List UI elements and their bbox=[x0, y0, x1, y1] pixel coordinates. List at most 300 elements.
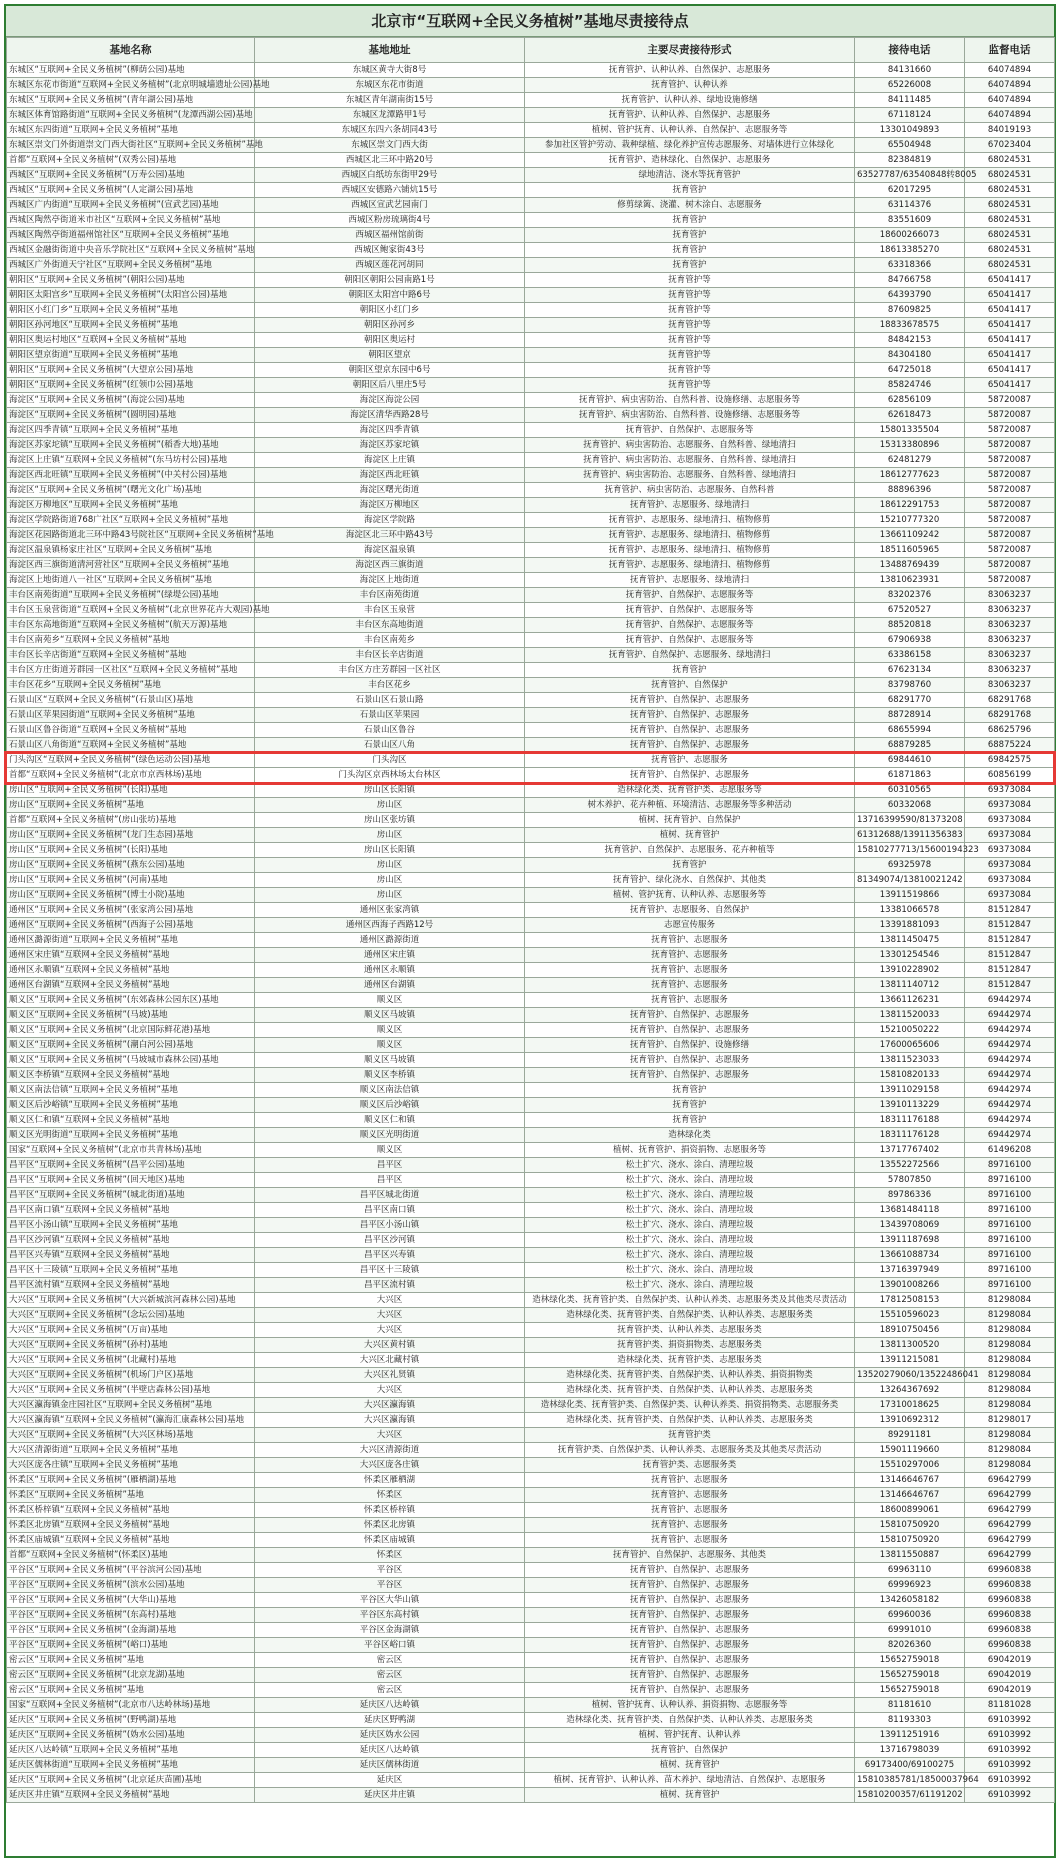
cell-name: 怀柔区“互联网+全民义务植树”(雁栖湖)基地 bbox=[7, 1473, 255, 1488]
cell-service: 抚育管护、认种认养、自然保护、志愿服务 bbox=[525, 63, 855, 78]
cell-service: 抚育管护、认种认养、绿地设施修缮 bbox=[525, 93, 855, 108]
cell-service: 修剪绿篱、浇灌、树木涂白、志愿服务 bbox=[525, 198, 855, 213]
cell-service: 造林绿化类、抚育管护类、自然保护类、认种认养类、志愿服务类 bbox=[525, 1413, 855, 1428]
cell-service: 抚育管护、志愿服务 bbox=[525, 1518, 855, 1533]
cell-supervise: 83063237 bbox=[965, 648, 1055, 663]
table-row bbox=[7, 318, 1055, 333]
cell-supervise: 69042019 bbox=[965, 1683, 1055, 1698]
cell-name: 房山区“互联网+全民义务植树”(龙门生态园)基地 bbox=[7, 828, 255, 843]
table-row bbox=[7, 603, 1055, 618]
cell-name: 顺义区“互联网+全民义务植树”(马坡城市森林公园)基地 bbox=[7, 1053, 255, 1068]
cell-supervise: 69103992 bbox=[965, 1758, 1055, 1773]
col-header-supervise: 监督电话 bbox=[965, 38, 1055, 63]
cell-name: 石景山区鲁谷街道“互联网+全民义务植树”基地 bbox=[7, 723, 255, 738]
cell-phone: 84111485 bbox=[855, 93, 965, 108]
cell-service: 松土扩穴、浇水、涂白、清理垃圾 bbox=[525, 1203, 855, 1218]
cell-name: 大兴区“互联网+全民义务植树”(半壁店森林公园)基地 bbox=[7, 1383, 255, 1398]
cell-supervise: 83063237 bbox=[965, 618, 1055, 633]
cell-service: 抚育管护 bbox=[525, 858, 855, 873]
table-row bbox=[7, 1128, 1055, 1143]
cell-supervise: 69842575 bbox=[965, 753, 1055, 768]
table-row bbox=[7, 948, 1055, 963]
cell-address: 怀柔区桥梓镇 bbox=[255, 1503, 525, 1518]
table-row bbox=[7, 933, 1055, 948]
cell-supervise: 68291768 bbox=[965, 708, 1055, 723]
cell-phone: 13717767402 bbox=[855, 1143, 965, 1158]
table-row bbox=[7, 1563, 1055, 1578]
cell-name: 延庆区“互联网+全民义务植树”(野鸭湖)基地 bbox=[7, 1713, 255, 1728]
cell-name: 通州区“互联网+全民义务植树”(西海子公园)基地 bbox=[7, 918, 255, 933]
cell-address: 房山区 bbox=[255, 858, 525, 873]
cell-supervise: 69442974 bbox=[965, 993, 1055, 1008]
cell-name: 昌平区南口镇“互联网+全民义务植树”基地 bbox=[7, 1203, 255, 1218]
cell-address: 延庆区儒林街道 bbox=[255, 1758, 525, 1773]
cell-supervise: 68291768 bbox=[965, 693, 1055, 708]
cell-address: 顺义区后沙峪镇 bbox=[255, 1098, 525, 1113]
cell-phone: 17600065606 bbox=[855, 1038, 965, 1053]
cell-supervise: 81298084 bbox=[965, 1458, 1055, 1473]
cell-phone: 83551609 bbox=[855, 213, 965, 228]
cell-phone: 13811550887 bbox=[855, 1548, 965, 1563]
cell-service: 抚育管护、志愿服务 bbox=[525, 993, 855, 1008]
cell-phone: 13716798039 bbox=[855, 1743, 965, 1758]
cell-name: 房山区“互联网+全民义务植树”(博士小院)基地 bbox=[7, 888, 255, 903]
table-row bbox=[7, 993, 1055, 1008]
cell-phone: 69844610 bbox=[855, 753, 965, 768]
cell-supervise: 65041417 bbox=[965, 273, 1055, 288]
cell-name: 大兴区“互联网+全民义务植树”(大兴区林场)基地 bbox=[7, 1428, 255, 1443]
cell-address: 石景山区鲁谷 bbox=[255, 723, 525, 738]
cell-supervise: 69960838 bbox=[965, 1608, 1055, 1623]
cell-service: 抚育管护、自然保护、志愿服务等 bbox=[525, 618, 855, 633]
table-row bbox=[7, 918, 1055, 933]
cell-address: 房山区 bbox=[255, 873, 525, 888]
cell-name: 延庆区“互联网+全民义务植树”(北京延庆苗圃)基地 bbox=[7, 1773, 255, 1788]
cell-address: 平谷区峪口镇 bbox=[255, 1638, 525, 1653]
cell-name: 朝阳区奥运村地区“互联网+全民义务植树”基地 bbox=[7, 333, 255, 348]
cell-name: 大兴区“互联网+全民义务植树”(北藏村)基地 bbox=[7, 1353, 255, 1368]
cell-service: 抚育管护、志愿服务、自然保护 bbox=[525, 903, 855, 918]
cell-name: 通州区永顺镇“互联网+全民义务植树”基地 bbox=[7, 963, 255, 978]
cell-phone: 61871863 bbox=[855, 768, 965, 783]
table-row bbox=[7, 183, 1055, 198]
cell-service: 抚育管护、病虫害防治、志愿服务、自然科普、绿地清扫 bbox=[525, 468, 855, 483]
table-row bbox=[7, 303, 1055, 318]
cell-supervise: 67023404 bbox=[965, 138, 1055, 153]
cell-service: 抚育管护、志愿服务、绿地清扫 bbox=[525, 498, 855, 513]
cell-service: 松土扩穴、浇水、涂白、清理垃圾 bbox=[525, 1218, 855, 1233]
cell-phone: 13439708069 bbox=[855, 1218, 965, 1233]
cell-name: 海淀区苏家坨镇“互联网+全民义务植树”(稻香大地)基地 bbox=[7, 438, 255, 453]
cell-name: 丰台区南苑乡“互联网+全民义务植树”基地 bbox=[7, 633, 255, 648]
cell-name: 昌平区“互联网+全民义务植树”(城北街道)基地 bbox=[7, 1188, 255, 1203]
cell-phone: 60310565 bbox=[855, 783, 965, 798]
cell-supervise: 69373084 bbox=[965, 828, 1055, 843]
table-row bbox=[7, 1578, 1055, 1593]
cell-supervise: 81298084 bbox=[965, 1308, 1055, 1323]
cell-address: 海淀区西北旺镇 bbox=[255, 468, 525, 483]
cell-phone: 60332068 bbox=[855, 798, 965, 813]
cell-address: 丰台区长辛店街道 bbox=[255, 648, 525, 663]
cell-address: 大兴区 bbox=[255, 1383, 525, 1398]
cell-phone: 84131660 bbox=[855, 63, 965, 78]
table-row bbox=[7, 1323, 1055, 1338]
cell-name: 密云区“互联网+全民义务植树”基地 bbox=[7, 1653, 255, 1668]
cell-phone: 15652759018 bbox=[855, 1683, 965, 1698]
cell-supervise: 69960838 bbox=[965, 1623, 1055, 1638]
cell-service: 抚育管护 bbox=[525, 213, 855, 228]
table-row bbox=[7, 1248, 1055, 1263]
cell-supervise: 68024531 bbox=[965, 228, 1055, 243]
cell-address: 朝阳区后八里庄5号 bbox=[255, 378, 525, 393]
cell-address: 延庆区 bbox=[255, 1773, 525, 1788]
cell-name: 昌平区流村镇“互联网+全民义务植树”基地 bbox=[7, 1278, 255, 1293]
table-row bbox=[7, 843, 1055, 858]
cell-phone: 18910750456 bbox=[855, 1323, 965, 1338]
cell-name: 顺义区“互联网+全民义务植树”(马坡)基地 bbox=[7, 1008, 255, 1023]
cell-supervise: 64074894 bbox=[965, 78, 1055, 93]
cell-address: 通州区宋庄镇 bbox=[255, 948, 525, 963]
table-row bbox=[7, 1143, 1055, 1158]
cell-supervise: 81298084 bbox=[965, 1293, 1055, 1308]
cell-service: 抚育管护 bbox=[525, 1083, 855, 1098]
cell-supervise: 69642799 bbox=[965, 1473, 1055, 1488]
cell-phone: 63527787/63540848转8005 bbox=[855, 168, 965, 183]
cell-address: 延庆区八达岭镇 bbox=[255, 1698, 525, 1713]
cell-address: 大兴区瀛海镇 bbox=[255, 1413, 525, 1428]
cell-service: 抚育管护、自然保护、志愿服务等 bbox=[525, 588, 855, 603]
cell-phone: 13716397949 bbox=[855, 1263, 965, 1278]
cell-phone: 13910228902 bbox=[855, 963, 965, 978]
cell-supervise: 68024531 bbox=[965, 183, 1055, 198]
table-row bbox=[7, 438, 1055, 453]
cell-address: 门头沟区京西林场太台林区 bbox=[255, 768, 525, 783]
cell-supervise: 69373084 bbox=[965, 888, 1055, 903]
cell-supervise: 58720087 bbox=[965, 438, 1055, 453]
table-row bbox=[7, 1413, 1055, 1428]
cell-name: 石景山区“互联网+全民义务植树”(石景山区)基地 bbox=[7, 693, 255, 708]
cell-address: 海淀区四季青镇 bbox=[255, 423, 525, 438]
cell-supervise: 89716100 bbox=[965, 1173, 1055, 1188]
cell-service: 抚育管护类、志愿服务类 bbox=[525, 1458, 855, 1473]
cell-service: 抚育管护、自然保护、志愿服务 bbox=[525, 1023, 855, 1038]
cell-supervise: 58720087 bbox=[965, 573, 1055, 588]
cell-supervise: 69642799 bbox=[965, 1518, 1055, 1533]
table-row bbox=[7, 1728, 1055, 1743]
cell-name: 大兴区“互联网+全民义务植树”(孙村)基地 bbox=[7, 1338, 255, 1353]
cell-supervise: 69442974 bbox=[965, 1083, 1055, 1098]
table-row bbox=[7, 858, 1055, 873]
cell-name: 石景山区苹果园街道“互联网+全民义务植树”基地 bbox=[7, 708, 255, 723]
table-row bbox=[7, 1488, 1055, 1503]
cell-service: 抚育管护、自然保护 bbox=[525, 1743, 855, 1758]
cell-supervise: 64074894 bbox=[965, 93, 1055, 108]
cell-service: 抚育管护等 bbox=[525, 273, 855, 288]
table-row bbox=[7, 1353, 1055, 1368]
cell-supervise: 81512847 bbox=[965, 948, 1055, 963]
cell-phone: 68655994 bbox=[855, 723, 965, 738]
cell-supervise: 83063237 bbox=[965, 588, 1055, 603]
cell-supervise: 58720087 bbox=[965, 393, 1055, 408]
cell-service: 抚育管护等 bbox=[525, 303, 855, 318]
cell-phone: 69996923 bbox=[855, 1578, 965, 1593]
table-row bbox=[7, 273, 1055, 288]
cell-name: 丰台区长辛店街道“互联网+全民义务植树”基地 bbox=[7, 648, 255, 663]
cell-phone: 13911215081 bbox=[855, 1353, 965, 1368]
cell-phone: 65504948 bbox=[855, 138, 965, 153]
cell-address: 朝阳区朝阳公园南路1号 bbox=[255, 273, 525, 288]
cell-service: 抚育管护、志愿服务 bbox=[525, 1503, 855, 1518]
cell-name: 朝阳区“互联网+全民义务植树”(红领巾公园)基地 bbox=[7, 378, 255, 393]
cell-address: 通州区西海子西路12号 bbox=[255, 918, 525, 933]
col-header-address: 基地地址 bbox=[255, 38, 525, 63]
cell-address: 密云区 bbox=[255, 1683, 525, 1698]
cell-service: 抚育管护、自然保护、志愿服务 bbox=[525, 1623, 855, 1638]
cell-address: 朝阳区太阳宫中路6号 bbox=[255, 288, 525, 303]
col-header-service: 主要尽责接待形式 bbox=[525, 38, 855, 63]
cell-phone: 13911251916 bbox=[855, 1728, 965, 1743]
cell-phone: 15810200357/61191202 bbox=[855, 1788, 965, 1803]
table-row bbox=[7, 963, 1055, 978]
cell-name: 丰台区东高地街道“互联网+全民义务植树”(航天万源)基地 bbox=[7, 618, 255, 633]
cell-phone: 18311176128 bbox=[855, 1128, 965, 1143]
base-table bbox=[6, 37, 1055, 1803]
cell-name: 海淀区学院路街道768广社区“互联网+全民义务植树”基地 bbox=[7, 513, 255, 528]
cell-service: 松土扩穴、浇水、涂白、清理垃圾 bbox=[525, 1263, 855, 1278]
cell-supervise: 89716100 bbox=[965, 1278, 1055, 1293]
table-row bbox=[7, 243, 1055, 258]
cell-address: 西城区粉房琉璃街4号 bbox=[255, 213, 525, 228]
table-row bbox=[7, 123, 1055, 138]
cell-name: 顺义区“互联网+全民义务植树”(北京国际鲜花港)基地 bbox=[7, 1023, 255, 1038]
cell-address: 石景山区八角 bbox=[255, 738, 525, 753]
col-header-name: 基地名称 bbox=[7, 38, 255, 63]
cell-name: 顺义区仁和镇“互联网+全民义务植树”基地 bbox=[7, 1113, 255, 1128]
cell-address: 东城区黄寺大街8号 bbox=[255, 63, 525, 78]
cell-name: 西城区“互联网+全民义务植树”(万寿公园)基地 bbox=[7, 168, 255, 183]
cell-supervise: 83063237 bbox=[965, 633, 1055, 648]
cell-supervise: 81298084 bbox=[965, 1383, 1055, 1398]
cell-phone: 18600899061 bbox=[855, 1503, 965, 1518]
cell-service: 植树、抚育管护、捐资捐物、志愿服务等 bbox=[525, 1143, 855, 1158]
cell-name: 延庆区“互联网+全民义务植树”(妫水公园)基地 bbox=[7, 1728, 255, 1743]
cell-service: 志愿宣传服务 bbox=[525, 918, 855, 933]
cell-supervise: 89716100 bbox=[965, 1248, 1055, 1263]
col-header-phone: 接待电话 bbox=[855, 38, 965, 63]
cell-supervise: 69442974 bbox=[965, 1068, 1055, 1083]
cell-address: 海淀区万柳地区 bbox=[255, 498, 525, 513]
cell-address: 西城区北三环中路20号 bbox=[255, 153, 525, 168]
table-row bbox=[7, 1233, 1055, 1248]
cell-supervise: 69042019 bbox=[965, 1668, 1055, 1683]
cell-phone: 89291181 bbox=[855, 1428, 965, 1443]
cell-service: 松土扩穴、浇水、涂白、清理垃圾 bbox=[525, 1188, 855, 1203]
table-row bbox=[7, 1398, 1055, 1413]
cell-supervise: 81512847 bbox=[965, 978, 1055, 993]
cell-service: 抚育管护、自然保护、志愿服务等 bbox=[525, 423, 855, 438]
cell-phone: 13910692312 bbox=[855, 1413, 965, 1428]
cell-address: 昌平区小汤山镇 bbox=[255, 1218, 525, 1233]
cell-supervise: 69960838 bbox=[965, 1563, 1055, 1578]
cell-name: 东城区“互联网+全民义务植树”(柳荫公园)基地 bbox=[7, 63, 255, 78]
cell-phone: 67623134 bbox=[855, 663, 965, 678]
cell-service: 造林绿化类、抚育管护类、自然保护类、认种认养类、捐资捐物类、志愿服务类 bbox=[525, 1398, 855, 1413]
cell-service: 抚育管护、志愿服务 bbox=[525, 933, 855, 948]
cell-supervise: 69373084 bbox=[965, 813, 1055, 828]
cell-service: 抚育管护类 bbox=[525, 1428, 855, 1443]
cell-phone: 62618473 bbox=[855, 408, 965, 423]
cell-name: 西城区广内街道“互联网+全民义务植树”(宣武艺园)基地 bbox=[7, 198, 255, 213]
cell-name: 延庆区井庄镇“互联网+全民义务植树”基地 bbox=[7, 1788, 255, 1803]
table-row bbox=[7, 1503, 1055, 1518]
cell-address: 昌平区南口镇 bbox=[255, 1203, 525, 1218]
cell-address: 平谷区 bbox=[255, 1578, 525, 1593]
table-row bbox=[7, 108, 1055, 123]
cell-service: 抚育管护、志愿服务、绿地清扫、植物修剪 bbox=[525, 558, 855, 573]
cell-phone: 68291770 bbox=[855, 693, 965, 708]
cell-address: 顺义区李桥镇 bbox=[255, 1068, 525, 1083]
cell-supervise: 89716100 bbox=[965, 1263, 1055, 1278]
cell-phone: 15313380896 bbox=[855, 438, 965, 453]
cell-phone: 13910113229 bbox=[855, 1098, 965, 1113]
cell-name: 昌平区沙河镇“互联网+全民义务植树”基地 bbox=[7, 1233, 255, 1248]
table-row bbox=[7, 168, 1055, 183]
cell-phone: 13901008266 bbox=[855, 1278, 965, 1293]
cell-name: 平谷区“互联网+全民义务植树”(东高村)基地 bbox=[7, 1608, 255, 1623]
table-row bbox=[7, 828, 1055, 843]
table-row bbox=[7, 1773, 1055, 1788]
cell-address: 海淀区上地街道 bbox=[255, 573, 525, 588]
cell-service: 抚育管护、自然保护、志愿服务、绿地清扫 bbox=[525, 648, 855, 663]
table-row bbox=[7, 1053, 1055, 1068]
table-header-row bbox=[7, 38, 1055, 63]
cell-phone: 13146646767 bbox=[855, 1473, 965, 1488]
cell-name: 国家“互联网+全民义务植树”(北京市八达岭林场)基地 bbox=[7, 1698, 255, 1713]
table-row bbox=[7, 1653, 1055, 1668]
cell-name: 海淀区温泉镇杨家庄社区“互联网+全民义务植树”基地 bbox=[7, 543, 255, 558]
cell-service: 抚育管护等 bbox=[525, 363, 855, 378]
cell-service: 抚育管护、自然保护 bbox=[525, 678, 855, 693]
cell-address: 密云区 bbox=[255, 1653, 525, 1668]
cell-address: 门头沟区 bbox=[255, 753, 525, 768]
cell-service: 抚育管护、自然保护、志愿服务等 bbox=[525, 603, 855, 618]
cell-service: 松土扩穴、浇水、涂白、清理垃圾 bbox=[525, 1278, 855, 1293]
cell-service: 抚育管护、自然保护、志愿服务 bbox=[525, 1593, 855, 1608]
cell-name: 怀柔区桥梓镇“互联网+全民义务植树”基地 bbox=[7, 1503, 255, 1518]
cell-phone: 13811300520 bbox=[855, 1338, 965, 1353]
table-row bbox=[7, 93, 1055, 108]
cell-phone: 15810750920 bbox=[855, 1533, 965, 1548]
cell-supervise: 69373084 bbox=[965, 783, 1055, 798]
cell-name: 大兴区“互联网+全民义务植树”(念坛公园)基地 bbox=[7, 1308, 255, 1323]
cell-name: 密云区“互联网+全民义务植树”(北京龙湖)基地 bbox=[7, 1668, 255, 1683]
cell-address: 西城区安德路六铺炕15号 bbox=[255, 183, 525, 198]
cell-name: 通州区潞源街道“互联网+全民义务植树”基地 bbox=[7, 933, 255, 948]
cell-phone: 18613385270 bbox=[855, 243, 965, 258]
cell-address: 西城区宣武艺园南门 bbox=[255, 198, 525, 213]
cell-address: 丰台区方庄芳群园一区社区 bbox=[255, 663, 525, 678]
cell-supervise: 58720087 bbox=[965, 468, 1055, 483]
cell-address: 顺义区南法信镇 bbox=[255, 1083, 525, 1098]
cell-service: 绿地清洁、浇水等抚育管护 bbox=[525, 168, 855, 183]
cell-supervise: 69442974 bbox=[965, 1023, 1055, 1038]
cell-name: 大兴区“互联网+全民义务植树”(机场门户区)基地 bbox=[7, 1368, 255, 1383]
table-row bbox=[7, 693, 1055, 708]
table-row bbox=[7, 1188, 1055, 1203]
cell-name: 怀柔区庙城镇“互联网+全民义务植树”基地 bbox=[7, 1533, 255, 1548]
table-row bbox=[7, 588, 1055, 603]
cell-address: 东城区东花市街道 bbox=[255, 78, 525, 93]
table-row bbox=[7, 1218, 1055, 1233]
cell-service: 抚育管护、自然保护、志愿服务 bbox=[525, 1053, 855, 1068]
cell-service: 抚育管护、造林绿化、自然保护、志愿服务 bbox=[525, 153, 855, 168]
table-row bbox=[7, 1338, 1055, 1353]
cell-supervise: 69642799 bbox=[965, 1548, 1055, 1563]
cell-name: 朝阳区“互联网+全民义务植树”(大望京公园)基地 bbox=[7, 363, 255, 378]
cell-supervise: 68024531 bbox=[965, 258, 1055, 273]
cell-supervise: 65041417 bbox=[965, 318, 1055, 333]
cell-service: 抚育管护类、捐资捐物类、志愿服务类 bbox=[525, 1338, 855, 1353]
table-row bbox=[7, 1098, 1055, 1113]
cell-address: 怀柔区庙城镇 bbox=[255, 1533, 525, 1548]
cell-phone: 69325978 bbox=[855, 858, 965, 873]
cell-supervise: 81512847 bbox=[965, 903, 1055, 918]
cell-supervise: 69442974 bbox=[965, 1113, 1055, 1128]
table-row bbox=[7, 543, 1055, 558]
cell-address: 东城区青年湖南街15号 bbox=[255, 93, 525, 108]
cell-address: 通州区永顺镇 bbox=[255, 963, 525, 978]
cell-address: 丰台区南苑乡 bbox=[255, 633, 525, 648]
cell-supervise: 65041417 bbox=[965, 303, 1055, 318]
cell-supervise: 68625796 bbox=[965, 723, 1055, 738]
cell-service: 抚育管护、自然保护、志愿服务 bbox=[525, 1608, 855, 1623]
cell-address: 昌平区流村镇 bbox=[255, 1278, 525, 1293]
cell-phone: 17812508153 bbox=[855, 1293, 965, 1308]
cell-service: 抚育管护、自然保护、志愿服务、其他类 bbox=[525, 1548, 855, 1563]
cell-supervise: 58720087 bbox=[965, 543, 1055, 558]
cell-service: 造林绿化类、抚育管护类、自然保护类、认种认养类、志愿服务类 bbox=[525, 1308, 855, 1323]
table-row bbox=[7, 753, 1055, 768]
cell-address: 大兴区北藏村镇 bbox=[255, 1353, 525, 1368]
cell-service: 抚育管护 bbox=[525, 243, 855, 258]
cell-address: 顺义区 bbox=[255, 1038, 525, 1053]
cell-phone: 81193303 bbox=[855, 1713, 965, 1728]
cell-name: 东城区崇文门外街道崇文门西大街社区“互联网+全民义务植树”基地 bbox=[7, 138, 255, 153]
cell-phone: 69960036 bbox=[855, 1608, 965, 1623]
cell-phone: 13911187698 bbox=[855, 1233, 965, 1248]
cell-phone: 13811520033 bbox=[855, 1008, 965, 1023]
cell-name: 房山区“互联网+全民义务植树”基地 bbox=[7, 798, 255, 813]
cell-phone: 13716399590/81373208 bbox=[855, 813, 965, 828]
cell-name: 门头沟区“互联网+全民义务植树”(绿色运动公园)基地 bbox=[7, 753, 255, 768]
table-row bbox=[7, 483, 1055, 498]
cell-supervise: 69442974 bbox=[965, 1008, 1055, 1023]
cell-supervise: 58720087 bbox=[965, 513, 1055, 528]
cell-supervise: 83063237 bbox=[965, 603, 1055, 618]
table-row bbox=[7, 978, 1055, 993]
cell-service: 植树、抚育管护 bbox=[525, 1788, 855, 1803]
cell-phone: 13488769439 bbox=[855, 558, 965, 573]
cell-name: 丰台区玉泉营街道“互联网+全民义务植树”(北京世界花卉大观园)基地 bbox=[7, 603, 255, 618]
cell-address: 西城区鲍家街43号 bbox=[255, 243, 525, 258]
cell-supervise: 69103992 bbox=[965, 1743, 1055, 1758]
cell-service: 抚育管护、病虫害防治、自然科普、设施修缮、志愿服务等 bbox=[525, 408, 855, 423]
cell-supervise: 89716100 bbox=[965, 1203, 1055, 1218]
cell-name: 顺义区后沙峪镇“互联网+全民义务植树”基地 bbox=[7, 1098, 255, 1113]
cell-phone: 61312688/13911356383 bbox=[855, 828, 965, 843]
cell-name: 平谷区“互联网+全民义务植树”(平谷滨河公园)基地 bbox=[7, 1563, 255, 1578]
cell-address: 房山区长阳镇 bbox=[255, 843, 525, 858]
